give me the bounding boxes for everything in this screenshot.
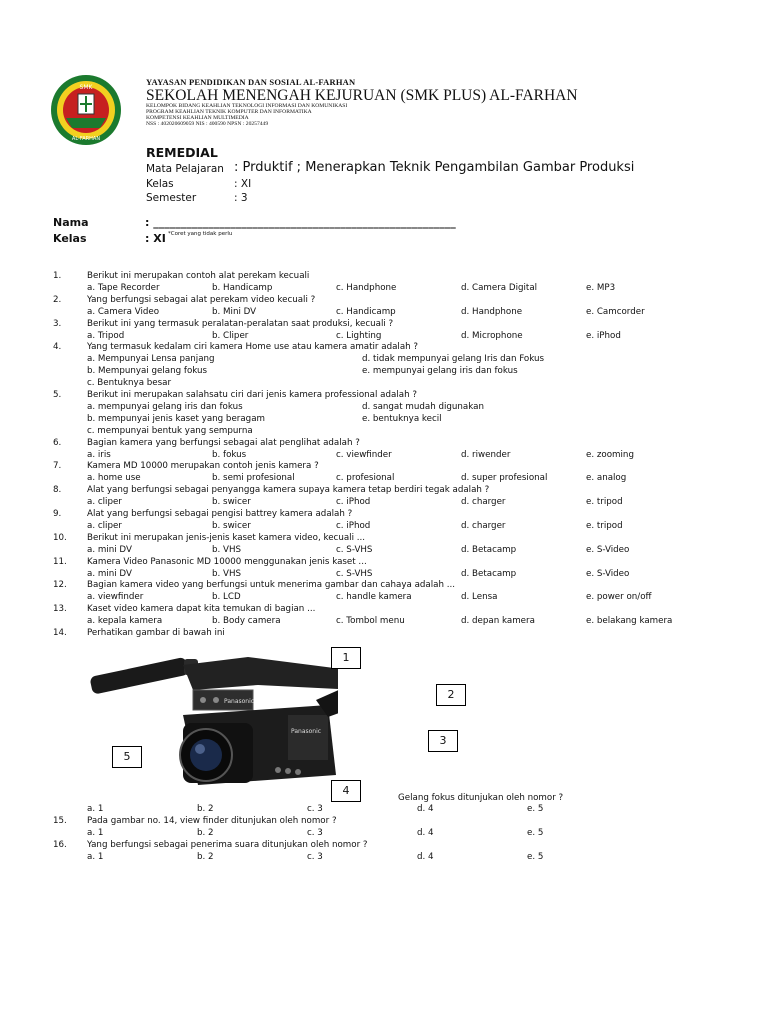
answer-option[interactable]: c. viewfinder (336, 449, 392, 460)
answer-option[interactable]: a. Mempunyai Lensa panjang (87, 354, 215, 365)
answer-option[interactable]: a. iris (87, 449, 111, 460)
answer-option[interactable]: c. Handicamp (336, 306, 396, 317)
answer-option[interactable]: c. handle kamera (336, 592, 412, 603)
question-text: Alat yang berfungsi sebagai penyangga kamera supaya kamera tetap berdiri tegak adalah ? (87, 485, 490, 496)
student-class-label: Kelas (53, 232, 87, 245)
answer-option[interactable]: e. S-Video (586, 544, 630, 555)
name-field[interactable]: : _______________________________________________________ (145, 216, 456, 229)
name-label: Nama (53, 216, 89, 229)
answer-option[interactable]: e. 5 (527, 827, 544, 838)
answer-option[interactable]: a. mempunyai gelang iris dan fokus (87, 401, 243, 412)
class-value: : XI (234, 178, 252, 190)
answer-option[interactable]: a. kepala kamera (87, 616, 163, 627)
answer-option[interactable]: d. Betacamp (461, 568, 517, 579)
answer-option[interactable]: b. 2 (197, 827, 214, 838)
question-number: 2. (53, 294, 62, 305)
callout-1: 1 (331, 647, 361, 669)
answer-option[interactable]: a. cliper (87, 520, 122, 531)
question-text: Yang termasuk kedalam ciri kamera Home use atau kamera amatir adalah ? (87, 342, 419, 353)
question-text: Yang berfungsi sebagai alat perekam video kecuali ? (87, 294, 316, 305)
answer-option[interactable]: e. mempunyai gelang iris dan fokus (362, 366, 518, 377)
answer-option[interactable]: a. Tape Recorder (87, 282, 160, 293)
answer-option[interactable]: c. S-VHS (336, 568, 373, 579)
answer-option[interactable]: d. Betacamp (461, 544, 517, 555)
answer-option[interactable]: c. 3 (307, 804, 323, 814)
question-number: 5. (53, 390, 62, 400)
answer-option[interactable]: b. Mini DV (212, 306, 257, 317)
answer-option[interactable]: c. profesional (336, 473, 395, 484)
answer-option[interactable]: d. sangat mudah digunakan (362, 401, 484, 412)
answer-option[interactable]: a. viewfinder (87, 592, 144, 603)
answer-option[interactable]: c. Lighting (336, 330, 382, 341)
answer-option[interactable]: b. VHS (212, 568, 242, 579)
question-text: Berikut ini yang termasuk peralatan-peralatan saat produksi, kecuali ? (87, 318, 394, 329)
answer-option[interactable]: e. zooming (586, 449, 634, 460)
page-title: REMEDIAL (146, 145, 218, 160)
answer-option[interactable]: e. tripod (586, 497, 623, 508)
letterhead-line: PROGRAM KEAHLIAN TEKNIK KOMPUTER DAN INFORMATIKA (146, 109, 312, 115)
answer-option[interactable]: a. mini DV (87, 568, 132, 579)
question-number: 12. (53, 580, 67, 591)
answer-option[interactable]: d. riwender (461, 449, 511, 460)
answer-option[interactable]: c. 3 (307, 827, 323, 838)
answer-option[interactable]: b. Mempunyai gelang fokus (87, 366, 208, 377)
answer-option[interactable]: d. Camera Digital (461, 282, 538, 293)
brand-label-body: Panasonic (291, 728, 322, 735)
question-number: 3. (53, 318, 62, 329)
semester-label: Semester (146, 192, 197, 204)
answer-option[interactable]: a. 1 (87, 851, 104, 862)
answer-option[interactable]: b. semi profesional (212, 473, 295, 484)
answer-option[interactable]: c. Handphone (336, 282, 397, 293)
logo-text-top: SMK (79, 84, 93, 91)
answer-option[interactable]: e. Camcorder (586, 306, 645, 317)
answer-option[interactable]: a. 1 (87, 827, 104, 838)
question-text: Yang berfungsi sebagai penerima suara ditunjukan oleh nomor ? (87, 839, 368, 850)
question-text: Perhatikan gambar di bawah ini (87, 628, 225, 638)
answer-option[interactable]: d. 4 (417, 804, 434, 814)
question-text: Alat yang berfungsi sebagai pengisi battrey kamera adalah ? (87, 509, 353, 519)
callout-2: 2 (436, 684, 466, 706)
answer-option[interactable]: b. mempunyai jenis kaset yang beragam (87, 413, 265, 424)
answer-option[interactable]: b. 2 (197, 851, 214, 862)
answer-option[interactable]: a. home use (87, 473, 141, 484)
answer-option[interactable]: d. 4 (417, 827, 434, 838)
question-text: Bagian kamera video yang berfungsi untuk menerima gambar dan cahaya adalah ... (87, 580, 456, 591)
question-text: Berikut ini merupakan jenis-jenis kaset kamera video, kecuali ... (87, 532, 366, 543)
logo-text-bottom: AL-FARHAN (71, 136, 101, 142)
question-number: 16. (53, 839, 67, 850)
answer-option[interactable]: a. mini DV (87, 544, 132, 555)
answer-option[interactable]: b. swicer (212, 497, 251, 508)
question-text: Pada gambar no. 14, view finder ditunjukan oleh nomor ? (87, 815, 337, 826)
answer-option[interactable]: d. charger (461, 497, 506, 508)
answer-option[interactable]: e. power on/off (586, 592, 652, 603)
subject-value: : Prduktif ; Menerapkan Teknik Pengambilan Gambar Produksi (234, 160, 635, 175)
answer-option[interactable]: b. 2 (197, 804, 214, 814)
question-number: 1. (53, 271, 62, 281)
question-number: 13. (53, 604, 67, 615)
answer-option[interactable]: e. MP3 (586, 282, 616, 293)
answer-option[interactable]: d. Handphone (461, 306, 523, 317)
question-number: 4. (53, 342, 62, 353)
answer-option[interactable]: b. fokus (212, 449, 247, 460)
question-text: Kamera Video Panasonic MD 10000 menggunakan jenis kaset ... (87, 556, 367, 567)
answer-option[interactable]: d. depan kamera (461, 616, 535, 627)
question-text: Berikut ini merupakan salahsatu ciri dari jenis kamera professional adalah ? (87, 390, 417, 400)
answer-option[interactable]: d. Lensa (461, 592, 498, 603)
answer-option[interactable]: d. charger (461, 520, 506, 531)
answer-option[interactable]: e. 5 (527, 804, 544, 814)
question-number: 15. (53, 815, 67, 826)
question-text: Bagian kamera yang berfungsi sebagai alat penglihat adalah ? (87, 437, 360, 448)
question-text: Kamera MD 10000 merupakan contoh jenis kamera ? (87, 461, 319, 472)
foundation-name: YAYASAN PENDIDIKAN DAN SOSIAL AL-FARHAN (146, 77, 356, 87)
answer-option[interactable]: a. Tripod (87, 330, 125, 341)
answer-option[interactable]: c. iPhod (336, 520, 371, 531)
answer-option[interactable]: c. mempunyai bentuk yang sempurna (87, 425, 253, 436)
q14-prompt: Gelang fokus ditunjukan oleh nomor ? (398, 793, 564, 803)
answer-option[interactable]: e. analog (586, 473, 627, 484)
letterhead-line: KELOMPOK BIDANG KEAHLIAN TEKNOLOGI INFORMASI DAN KOMUNIKASI (146, 103, 348, 109)
answer-option[interactable]: e. S-Video (586, 568, 630, 579)
answer-option[interactable]: d. tidak mempunyai gelang Iris dan Fokus (362, 354, 545, 365)
answer-option[interactable]: d. 4 (417, 851, 434, 862)
question-number: 9. (53, 509, 62, 519)
letterhead-line: NSS : 402020609059 NIS : 400590 NPSN : 20257449 (146, 121, 269, 127)
strike-note: *Coret yang tidak perlu (168, 231, 233, 237)
answer-option[interactable]: c. S-VHS (336, 544, 373, 555)
answer-option[interactable]: a. Camera Video (87, 306, 160, 317)
class-label: Kelas (146, 178, 174, 190)
question-number: 8. (53, 485, 62, 496)
answer-option[interactable]: b. LCD (212, 592, 241, 603)
question-number: 11. (53, 556, 67, 567)
answer-option[interactable]: b. swicer (212, 520, 251, 531)
answer-option[interactable]: e. bentuknya kecil (362, 413, 442, 424)
answer-option[interactable]: d. super profesional (461, 473, 548, 484)
answer-option[interactable]: a. 1 (87, 804, 104, 814)
question-number: 7. (53, 461, 62, 472)
question-text: Berikut ini merupakan contoh alat perekam kecuali (87, 271, 310, 281)
answer-option[interactable]: b. VHS (212, 544, 242, 555)
callout-4: 4 (331, 780, 361, 802)
answer-option[interactable]: c. 3 (307, 851, 323, 862)
answer-option[interactable]: a. cliper (87, 497, 122, 508)
letterhead-line: KOMPETENSI KEAHLIAN MULTIMEDIA (146, 115, 249, 121)
semester-value: : 3 (234, 192, 248, 204)
answer-option[interactable]: c. iPhod (336, 497, 371, 508)
question-number: 14. (53, 628, 67, 638)
answer-option[interactable]: b. Cliper (212, 330, 249, 341)
answer-option[interactable]: c. Tombol menu (336, 616, 405, 627)
brand-label: Panasonic (224, 698, 255, 705)
answer-option[interactable]: c. Bentuknya besar (87, 378, 172, 389)
camcorder-image (88, 645, 338, 795)
subject-label: Mata Pelajaran (146, 163, 224, 175)
answer-option[interactable]: e. tripod (586, 520, 623, 531)
answer-option[interactable]: b. Handicamp (212, 282, 273, 293)
answer-option[interactable]: e. 5 (527, 851, 544, 862)
answer-option[interactable]: b. Body camera (212, 616, 281, 627)
question-number: 10. (53, 532, 67, 543)
school-name: SEKOLAH MENENGAH KEJURUAN (SMK PLUS) AL-FARHAN (146, 87, 578, 104)
answer-option[interactable]: e. belakang kamera (586, 616, 673, 627)
callout-3: 3 (428, 730, 458, 752)
student-class-field[interactable]: : XI (145, 232, 166, 245)
school-logo (50, 74, 122, 146)
callout-5: 5 (112, 746, 142, 768)
answer-option[interactable]: d. Microphone (461, 330, 523, 341)
question-text: Kaset video kamera dapat kita temukan di bagian ... (87, 604, 316, 615)
question-number: 6. (53, 437, 62, 448)
answer-option[interactable]: e. iPhod (586, 330, 621, 341)
